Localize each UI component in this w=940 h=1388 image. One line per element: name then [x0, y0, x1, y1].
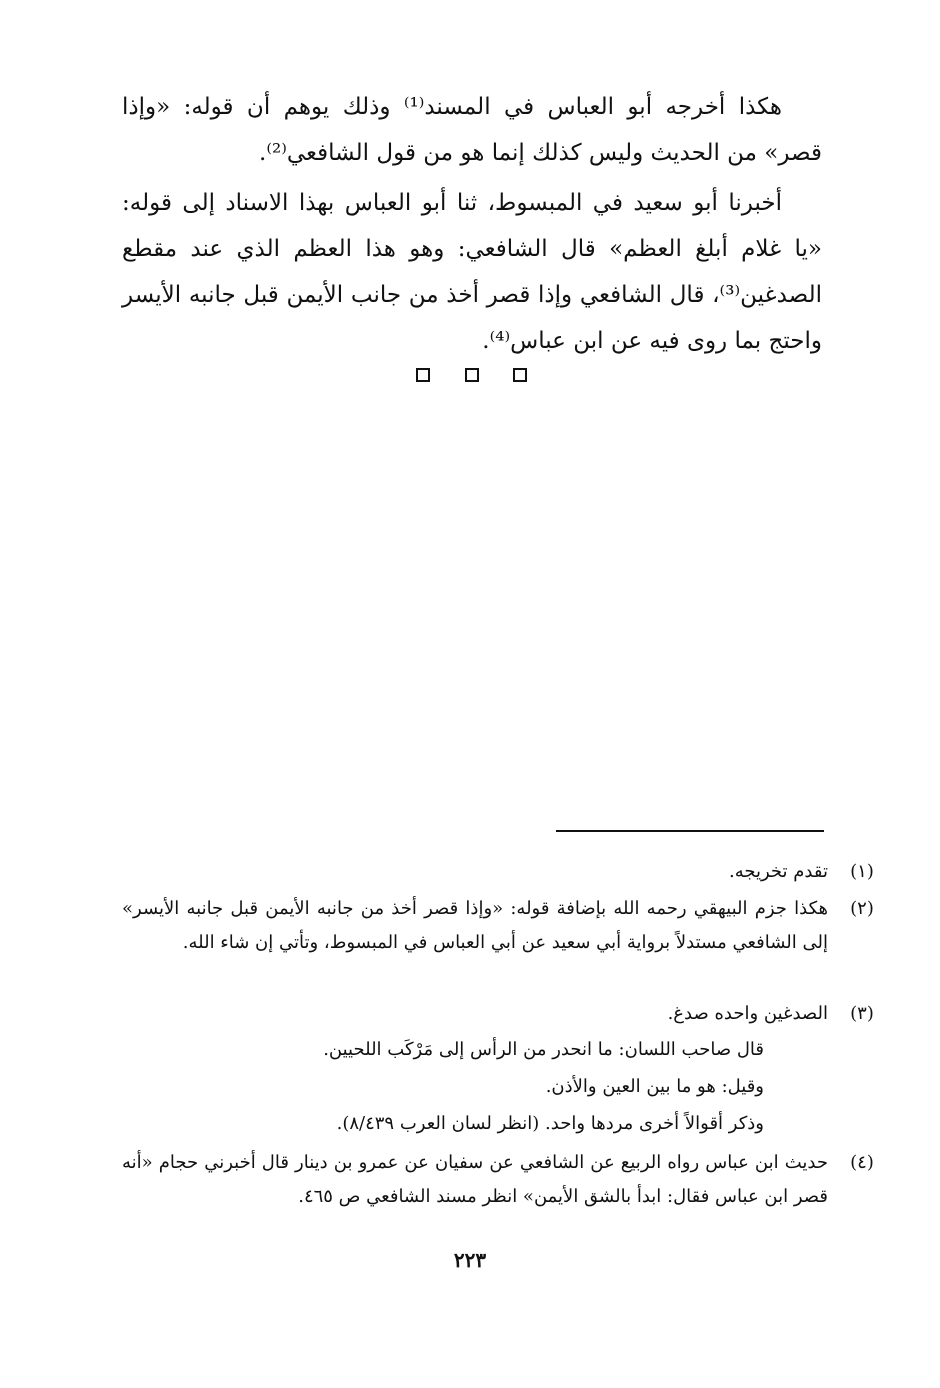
footnote-text: تقدم تخريجه. [729, 861, 828, 882]
paragraph-2-text: أخبرنا أبو سعيد في المبسوط، ثنا أبو العباس بهذا الاسناد إلى قوله: «يا غلام أبلغ العظم» قال الشافعي: وهو هذا العظم الذي عند مقطع الصدغين⁽³⁾، قال الشافعي وإذا قصر أخذ من جانب الأيمن قبل جانبه الأيسر واحتج بما روى فيه عن ابن عباس⁽⁴⁾. [122, 190, 822, 354]
paragraph-1 [122, 84, 822, 176]
footnote-3-line-1: قال صاحب اللسان: ما انحدر من الرأس إلى مَرْكَب اللحيين. [323, 1039, 764, 1060]
page-number: ٢٢٣ [453, 1248, 487, 1272]
footnote-number: (٤) [850, 1152, 874, 1173]
footnote-3-line-3: وذكر أقوالاً أخرى مردها واحد. (انظر لسان العرب ٨/٤٣٩). [336, 1113, 764, 1134]
footnote-number: (٣) [850, 1003, 874, 1024]
footnote-number: (١) [850, 861, 874, 882]
footnote-3 [122, 997, 874, 1031]
footnote-4 [122, 1146, 874, 1214]
footnote-text: هكذا جزم البيهقي رحمه الله بإضافة قوله: «وإذا قصر أخذ من جانبه الأيمن قبل جانبه الأيسر» إلى الشافعي مستدلاً برواية أبي سعيد عن أبي العباس في المبسوط، وتأتي إن شاء الله. [122, 898, 828, 953]
square-ornament-icon [416, 368, 430, 382]
paragraph-2 [122, 180, 822, 364]
section-separator [0, 366, 940, 390]
paragraph-1-text: هكذا أخرجه أبو العباس في المسند⁽¹⁾ وذلك يوهم أن قوله: «وإذا قصر» من الحديث وليس كذلك إنما هو من قول الشافعي⁽²⁾. [122, 94, 822, 166]
footnote-text: حديث ابن عباس رواه الربيع عن الشافعي عن سفيان عن عمرو بن دينار قال أخبرني حجام «أنه قصر ابن عباس فقال: ابدأ بالشق الأيمن» انظر مسند الشافعي ص ٤٦٥. [122, 1152, 828, 1207]
square-ornament-icon [465, 368, 479, 382]
footnote-3-line-2: وقيل: هو ما بين العين والأذن. [545, 1076, 764, 1097]
footnote-number: (٢) [850, 898, 874, 919]
footnote-divider [556, 830, 824, 832]
footnote-text: الصدغين واحده صدغ. [667, 1003, 828, 1024]
square-ornament-icon [513, 368, 527, 382]
footnote-2 [122, 892, 874, 960]
footnote-1 [122, 855, 874, 889]
